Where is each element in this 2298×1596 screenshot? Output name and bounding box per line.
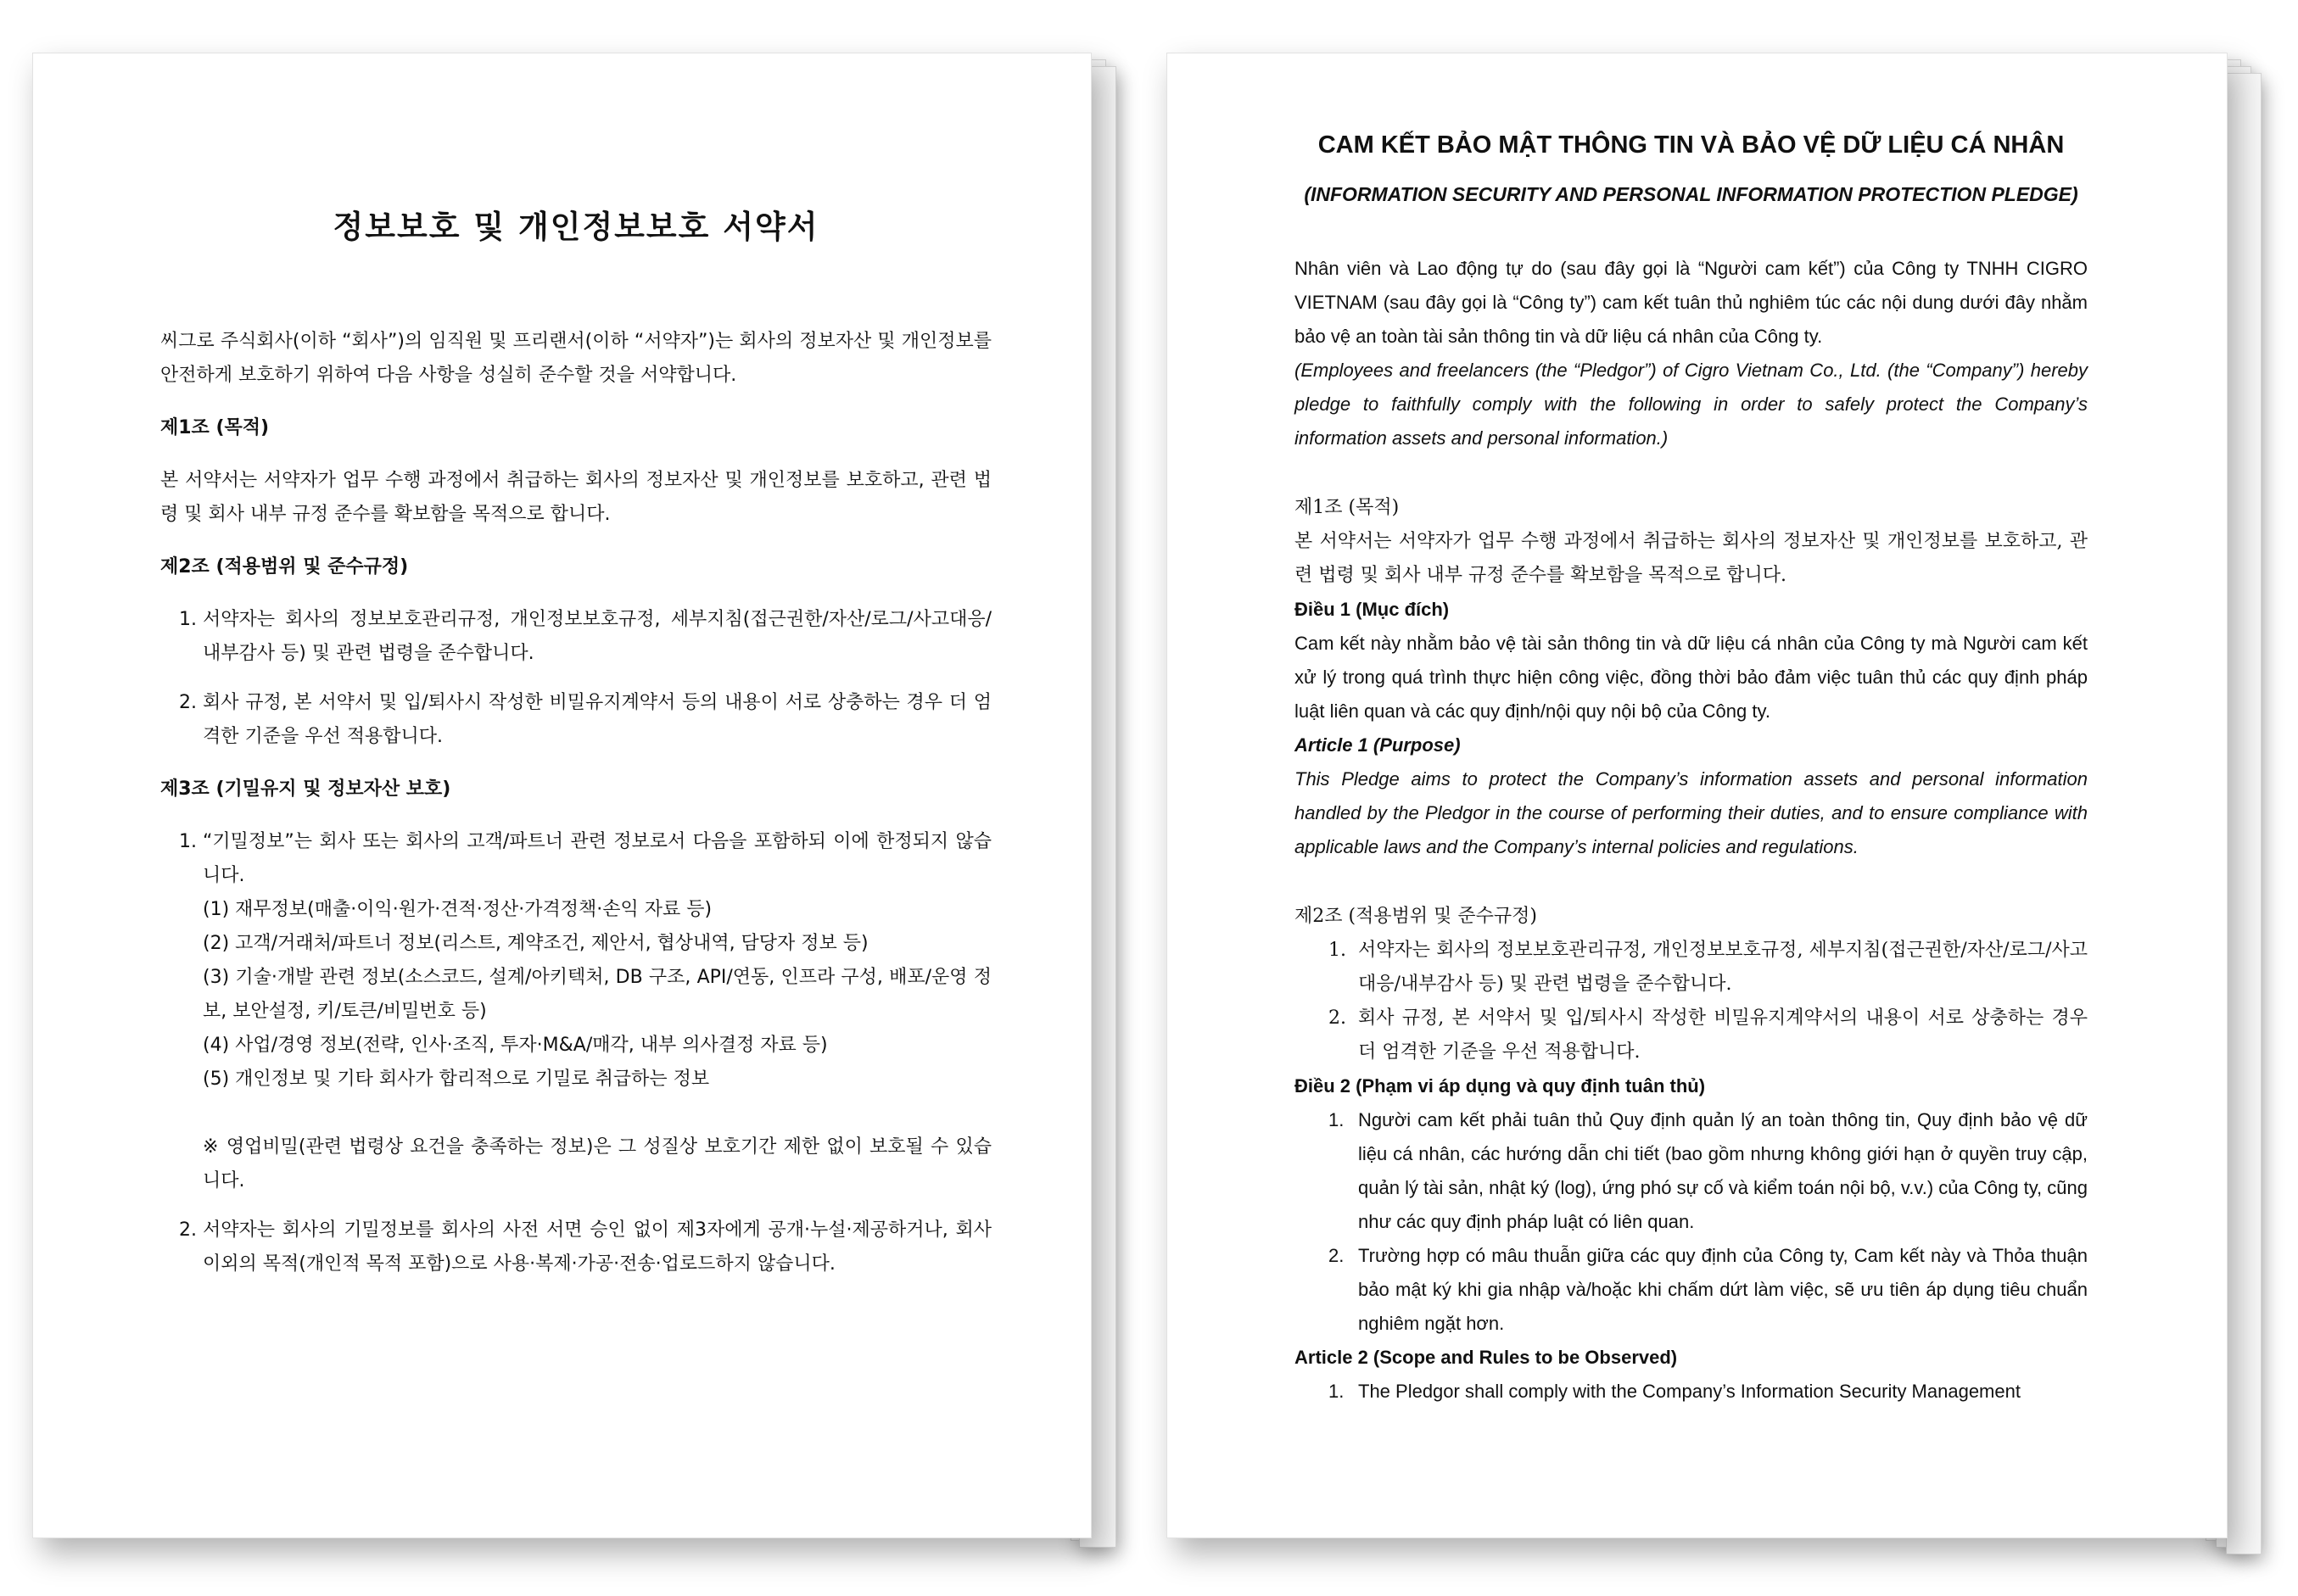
- intro-paragraph: 씨그로 주식회사(이하 “회사”)의 임직원 및 프리랜서(이하 “서약자”)는 회사의 정보자산 및 개인정보를 안전하게 보호하기 위하여 다음 사항을 성실히 준수할 것을 서약합니다.: [160, 331, 992, 386]
- article-2-item-vn: [1294, 1103, 2088, 1239]
- article-3-item: [160, 1214, 992, 1281]
- item-number: 1.: [1328, 1109, 1345, 1130]
- document-subtitle: (INFORMATION SECURITY AND PERSONAL INFORMATION PROTECTION PLEDGE): [1304, 183, 2078, 205]
- confidential-info-list: [203, 893, 992, 1097]
- article-2-heading-vn: Điều 2 (Phạm vi áp dụng và quy định tuân thủ): [1294, 1075, 1706, 1097]
- list-item: (5) 개인정보 및 기타 회사가 합리적으로 기밀로 취급하는 정보: [203, 1069, 710, 1090]
- item-number: 2.: [179, 1219, 197, 1241]
- article-1-heading: 제1조 (목적): [160, 417, 270, 438]
- article-2-item: [160, 686, 992, 754]
- trade-secret-note: ※ 영업비밀(관련 법령상 요건을 충족하는 정보)은 그 성질상 보호기간 제한 없이 보호될 수 있습니다.: [203, 1136, 992, 1191]
- document-title: CAM KẾT BẢO MẬT THÔNG TIN VÀ BẢO VỆ DỮ LIỆU CÁ NHÂN: [1317, 131, 2065, 159]
- item-text: 서약자는 회사의 기밀정보를 회사의 사전 서면 승인 없이 제3자에게 공개·누설·제공하거나, 회사 이외의 목적(개인적 목적 포함)으로 사용·복제·가공·전송·업로드하지 않습니다.: [203, 1219, 992, 1275]
- article-1-text-kr: 본 서약서는 서약자가 업무 수행 과정에서 취급하는 회사의 정보자산 및 개인정보를 보호하고, 관련 법령 및 회사 내부 규정 준수를 확보함을 목적으로 합니다.: [1294, 531, 2088, 586]
- article-3-item: [160, 825, 992, 1198]
- item-number: 2.: [1328, 1007, 1346, 1029]
- list-item: (1) 재무정보(매출·이익·원가·견적·정산·가격정책·손익 자료 등): [203, 899, 713, 920]
- article-2-heading: 제2조 (적용범위 및 준수규정): [160, 556, 409, 578]
- item-text: 회사 규정, 본 서약서 및 입/퇴사시 작성한 비밀유지계약서 등의 내용이 서로 상충하는 경우 더 엄격한 기준을 우선 적용합니다.: [203, 692, 992, 747]
- article-1-heading-en: Article 1 (Purpose): [1294, 734, 1461, 756]
- article-2-item-vn: [1294, 1239, 2088, 1341]
- item-number: 1.: [179, 609, 197, 630]
- item-body: [203, 825, 992, 1198]
- document-title: 정보보호 및 개인정보보호 서약서: [333, 209, 819, 245]
- item-number: 1.: [1328, 1381, 1345, 1402]
- article-2-item-kr: [1294, 1002, 2088, 1069]
- document-page-vietnamese: [1166, 53, 2228, 1538]
- article-2-item: [160, 603, 992, 671]
- item-number: 2.: [1328, 1245, 1345, 1266]
- document-page-korean: [32, 53, 1092, 1538]
- intro-paragraph-en: (Employees and freelancers (the “Pledgor”) of Cigro Vietnam Co., Ltd. (the “Company”) hereby pledge to faithfully comply with the following in order to safely protect the Company’s information assets and personal information.): [1294, 360, 2088, 449]
- item-text: Trường hợp có mâu thuẫn giữa các quy định của Công ty, Cam kết này và Thỏa thuận bảo mật ký khi gia nhập và/hoặc khi chấm dứt làm việc, sẽ ưu tiên áp dụng tiêu chuẩn nghiêm ngặt hơn.: [1358, 1245, 2088, 1334]
- page-content: [1294, 128, 2088, 1409]
- article-1-text-en: This Pledge aims to protect the Company’s information assets and personal information handled by the Pledgor in the course of performing their duties, and to ensure compliance with applicable laws and the Company’s internal policies and regulations.: [1294, 768, 2088, 857]
- item-number: 1.: [179, 831, 197, 852]
- article-1-heading-kr: 제1조 (목적): [1294, 497, 1400, 518]
- intro-paragraph-vn: Nhân viên và Lao động tự do (sau đây gọi là “Người cam kết”) của Công ty TNHH CIGRO VIETNAM (sau đây gọi là “Công ty”) cam kết tuân thủ nghiêm túc các nội dung dưới đây nhằm bảo vệ an toàn tài sản thông tin và dữ liệu cá nhân của Công ty.: [1294, 258, 2088, 347]
- item-number: 2.: [179, 692, 197, 713]
- article-1-heading-vn: Điều 1 (Mục đích): [1294, 599, 1450, 620]
- list-item: (2) 고객/거래처/파트너 정보(리스트, 계약조건, 제안서, 협상내역, 담당자 정보 등): [203, 933, 869, 954]
- item-text: 회사 규정, 본 서약서 및 입/퇴사시 작성한 비밀유지계약서의 내용이 서로 상충하는 경우 더 엄격한 기준을 우선 적용합니다.: [1358, 1007, 2088, 1063]
- article-1-text: 본 서약서는 서약자가 업무 수행 과정에서 취급하는 회사의 정보자산 및 개인정보를 보호하고, 관련 법령 및 회사 내부 규정 준수를 확보함을 목적으로 합니다.: [160, 470, 992, 525]
- article-2-heading-kr: 제2조 (적용범위 및 준수규정): [1294, 906, 1537, 927]
- item-text: 서약자는 회사의 정보보호관리규정, 개인정보보호규정, 세부지침(접근권한/자산/로그/사고대응/내부감사 등) 및 관련 법령을 준수합니다.: [203, 609, 992, 664]
- article-2-item-kr: [1294, 934, 2088, 1002]
- article-3-heading: 제3조 (기밀유지 및 정보자산 보호): [160, 778, 451, 800]
- item-text: “기밀정보”는 회사 또는 회사의 고객/파트너 관련 정보로서 다음을 포함하되 이에 한정되지 않습니다.: [203, 831, 992, 886]
- article-2-heading-en: Article 2 (Scope and Rules to be Observed): [1294, 1347, 1678, 1368]
- item-text: Người cam kết phải tuân thủ Quy định quản lý an toàn thông tin, Quy định bảo vệ dữ liệu cá nhân, các hướng dẫn chi tiết (bao gồm nhưng không giới hạn ở quyền truy cập, quản lý tài sản, nhật ký (log), ứng phó sự cố và kiểm toán nội bộ, v.v.) của Công ty, cũng như các quy định pháp luật có liên quan.: [1358, 1109, 2088, 1232]
- article-2-item-en: [1294, 1375, 2088, 1409]
- item-text: 서약자는 회사의 정보보호관리규정, 개인정보보호규정, 세부지침(접근권한/자산/로그/사고대응/내부감사 등) 및 관련 법령을 준수합니다.: [1358, 940, 2088, 995]
- page-stack-edge: [2226, 73, 2262, 1554]
- item-text: The Pledgor shall comply with the Company’s Information Security Management: [1358, 1381, 2021, 1402]
- spacer: [1294, 864, 2088, 900]
- list-item: (4) 사업/경영 정보(전략, 인사·조직, 투자·M&A/매각, 내부 의사결정 자료 등): [203, 1035, 828, 1056]
- page-content: [160, 206, 992, 1297]
- spacer: [1294, 455, 2088, 491]
- item-number: 1.: [1328, 940, 1346, 961]
- article-1-text-vn: Cam kết này nhằm bảo vệ tài sản thông tin và dữ liệu cá nhân của Công ty mà Người cam kết xử lý trong quá trình thực hiện công việc, đồng thời bảo đảm việc tuân thủ các quy định pháp luật liên quan và các quy định/nội quy nội bộ của Công ty.: [1294, 633, 2088, 722]
- list-item: (3) 기술·개발 관련 정보(소스코드, 설계/아키텍처, DB 구조, API/연동, 인프라 구성, 배포/운영 정보, 보안설정, 키/토큰/비밀번호 등): [203, 967, 992, 1022]
